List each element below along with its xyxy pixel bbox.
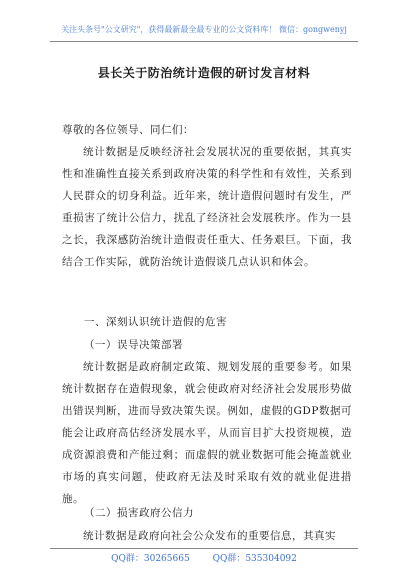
header-divider [50,41,358,42]
salutation: 尊敬的各位领导、同仁们： [62,124,194,136]
footer-qq-group-2: QQ群：535304092 [212,554,297,564]
paragraph-intro: 统计数据是反映经济社会发展状况的重要依据，其真实性和准确性直接关系到政府决策的科学性和有效性，关系到人民群众的切身利益。近年来，统计造假问题时有发生，严重损害了统计公信力，扰乱了经济社会发展秩序。作为一县之长，我深感防治统计造假责任重大、任务艰巨。下面，我结合工作实际，就防治统计造假谈几点认识和体会。 [62,146,352,268]
footer-qq-group-1: QQ群：30265665 [111,554,190,564]
section-heading-1: 一、深刻认识统计造假的危害 [84,316,227,328]
paragraph-misleading-decisions: 统计数据是政府制定政策、规划发展的重要参考。如果统计数据存在造假现象，就会使政府对经济社会发展形势做出错误判断，进而导致决策失误。例如，虚假的GDP数据可能会让政府高估经济发展水平，从而盲目扩大投资规模，造成资源浪费和产能过剩；而虚假的就业数据可能会掩盖就业市场的真实问题，使政府无法及时采取有效的就业促进措施。 [62,361,352,505]
footer-contacts [0,552,408,566]
paragraph-credibility: 统计数据是政府向社会公众发布的重要信息，其真实 [83,530,336,542]
document-title: 县长关于防治统计造假的研讨发言材料 [97,66,311,80]
subsection-heading-2: （二）损害政府公信力 [84,507,194,519]
footer-divider [50,548,358,549]
header-banner: 关注头条号"公文研究"，获得最新最全最专业的公文资料库！ 微信：gongwenyj [61,25,347,34]
subsection-heading-1: （一）误导决策部署 [84,339,183,351]
